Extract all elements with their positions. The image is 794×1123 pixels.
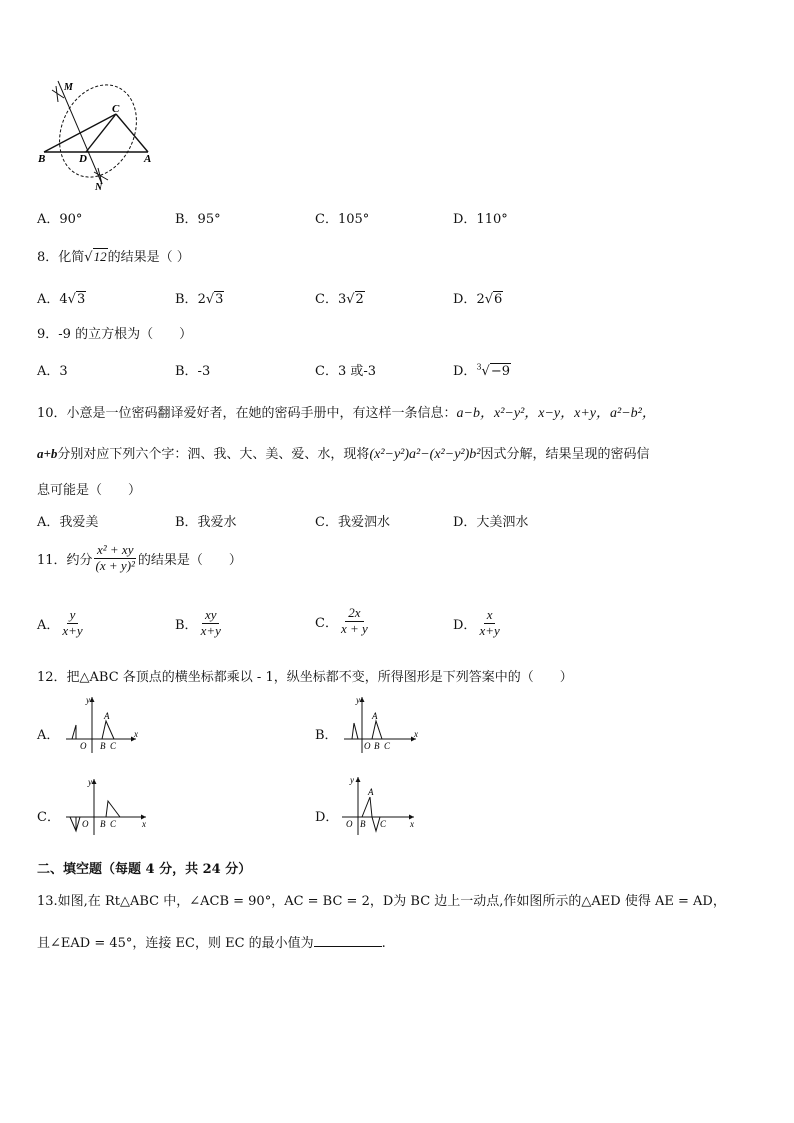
q10-option-a[interactable]: A．我爱美: [37, 515, 99, 530]
svg-text:O: O: [364, 741, 371, 751]
label-c: C: [112, 103, 120, 115]
q11-option-c[interactable]: C． $\frac{2x}{x + y}$: [315, 605, 368, 636]
svg-text:y: y: [356, 695, 360, 705]
q12-graph-a: [62, 693, 142, 755]
q10-line3: 息可能是（ ）: [37, 483, 142, 498]
svg-text:A: A: [372, 711, 378, 721]
q9-option-d[interactable]: D．$^3$√−9: [453, 362, 510, 379]
q11-fraction: $\frac{\text{x² + xy}}{\text{(x + y)²}}$: [95, 542, 135, 573]
q10-line1: 10．小意是一位密码翻译爱好者，在她的密码手册中，有这样一条信息：a−b，x²−y²，x−y，x+y，a²−b²，: [37, 406, 656, 421]
label-a: A: [144, 153, 152, 165]
q13-line2: 且∠EAD = 45°，连接 EC，则 EC 的最小值为 .: [37, 936, 386, 951]
svg-text:C: C: [110, 741, 117, 751]
svg-text:y: y: [350, 775, 354, 785]
svg-text:B: B: [100, 741, 106, 751]
label-m: M: [64, 82, 73, 93]
q12-graph-d: [338, 773, 420, 837]
q12-graph-c: [62, 775, 152, 837]
q10-line2: a+b分别对应下列六个字：泗、我、大、美、爱、水，现将(x²−y²)a²−(x²−y²)b²因式分解，结果呈现的密码信: [37, 446, 650, 462]
svg-text:O: O: [82, 819, 89, 829]
q12-option-a[interactable]: A．: [37, 728, 60, 743]
q11-option-b[interactable]: B． $\frac{xy}{x+y}$: [175, 607, 221, 638]
q8-option-b[interactable]: B．2√3: [175, 292, 224, 307]
q13-line1: 13.如图,在 Rt△ABC 中，∠ACB = 90°，AC = BC = 2，D为 BC 边上一动点,作如图所示的△AED 使得 AE = AD，: [37, 894, 726, 909]
svg-text:C: C: [384, 741, 391, 751]
q12-stem: 12．把△ABC 各顶点的横坐标都乘以 - 1，纵坐标都不变，所得图形是下列答案中的（ ）: [37, 670, 573, 685]
svg-text:x: x: [142, 819, 146, 829]
svg-text:B: B: [360, 819, 366, 829]
q8-radicand: 12: [93, 249, 107, 264]
q7-option-c[interactable]: C．105°: [315, 212, 370, 227]
triangle-construction-figure: [36, 76, 166, 196]
q7-option-a[interactable]: A．90°: [37, 212, 83, 227]
svg-text:x: x: [410, 819, 414, 829]
q8-option-d[interactable]: D．2√6: [453, 292, 503, 307]
svg-text:A: A: [104, 711, 110, 721]
label-n: N: [95, 182, 103, 193]
q9-option-a[interactable]: A．3: [37, 364, 68, 379]
svg-text:y: y: [88, 777, 92, 787]
q10-option-d[interactable]: D．大美泗水: [453, 515, 529, 530]
q9-option-c[interactable]: C．3 或-3: [315, 364, 377, 379]
label-b: B: [38, 153, 46, 165]
answer-blank[interactable]: [314, 934, 382, 947]
q12-option-c[interactable]: C．: [37, 810, 60, 825]
q10-option-c[interactable]: C．我爱泗水: [315, 515, 390, 530]
q7-option-d[interactable]: D．110°: [453, 212, 508, 227]
svg-text:B: B: [100, 819, 106, 829]
q11-stem: 11．约分 $\frac{\text{x² + xy}}{\text{(x + y)²}}$ 的结果是（ ）: [37, 542, 242, 573]
q9-stem: 9．-9 的立方根为（ ）: [37, 327, 193, 342]
svg-text:C: C: [110, 819, 117, 829]
label-d: D: [79, 153, 87, 165]
svg-text:x: x: [134, 729, 138, 739]
q12-option-b[interactable]: B．: [315, 728, 338, 743]
svg-text:B: B: [374, 741, 380, 751]
svg-text:C: C: [380, 819, 387, 829]
q12-graph-b: [340, 693, 422, 755]
section-heading: 二、填空题（每题 4 分，共 24 分）: [37, 862, 252, 877]
svg-text:O: O: [346, 819, 353, 829]
svg-text:y: y: [86, 695, 90, 705]
q10-option-b[interactable]: B．我爱水: [175, 515, 237, 530]
svg-text:A: A: [368, 787, 374, 797]
svg-text:x: x: [414, 729, 418, 739]
q9-option-b[interactable]: B．-3: [175, 364, 211, 379]
q8-option-a[interactable]: A．4√3: [37, 292, 86, 307]
q12-option-d[interactable]: D．: [315, 810, 339, 825]
svg-text:O: O: [80, 741, 87, 751]
q7-option-b[interactable]: B．95°: [175, 212, 221, 227]
q11-option-d[interactable]: D． $\frac{x}{x+y}$: [453, 607, 500, 638]
q11-option-a[interactable]: A． $\frac{y}{x+y}$: [37, 607, 83, 638]
q8-stem: 8．化简√12的结果是（ ）: [37, 249, 190, 265]
q8-option-c[interactable]: C．3√2: [315, 292, 364, 307]
